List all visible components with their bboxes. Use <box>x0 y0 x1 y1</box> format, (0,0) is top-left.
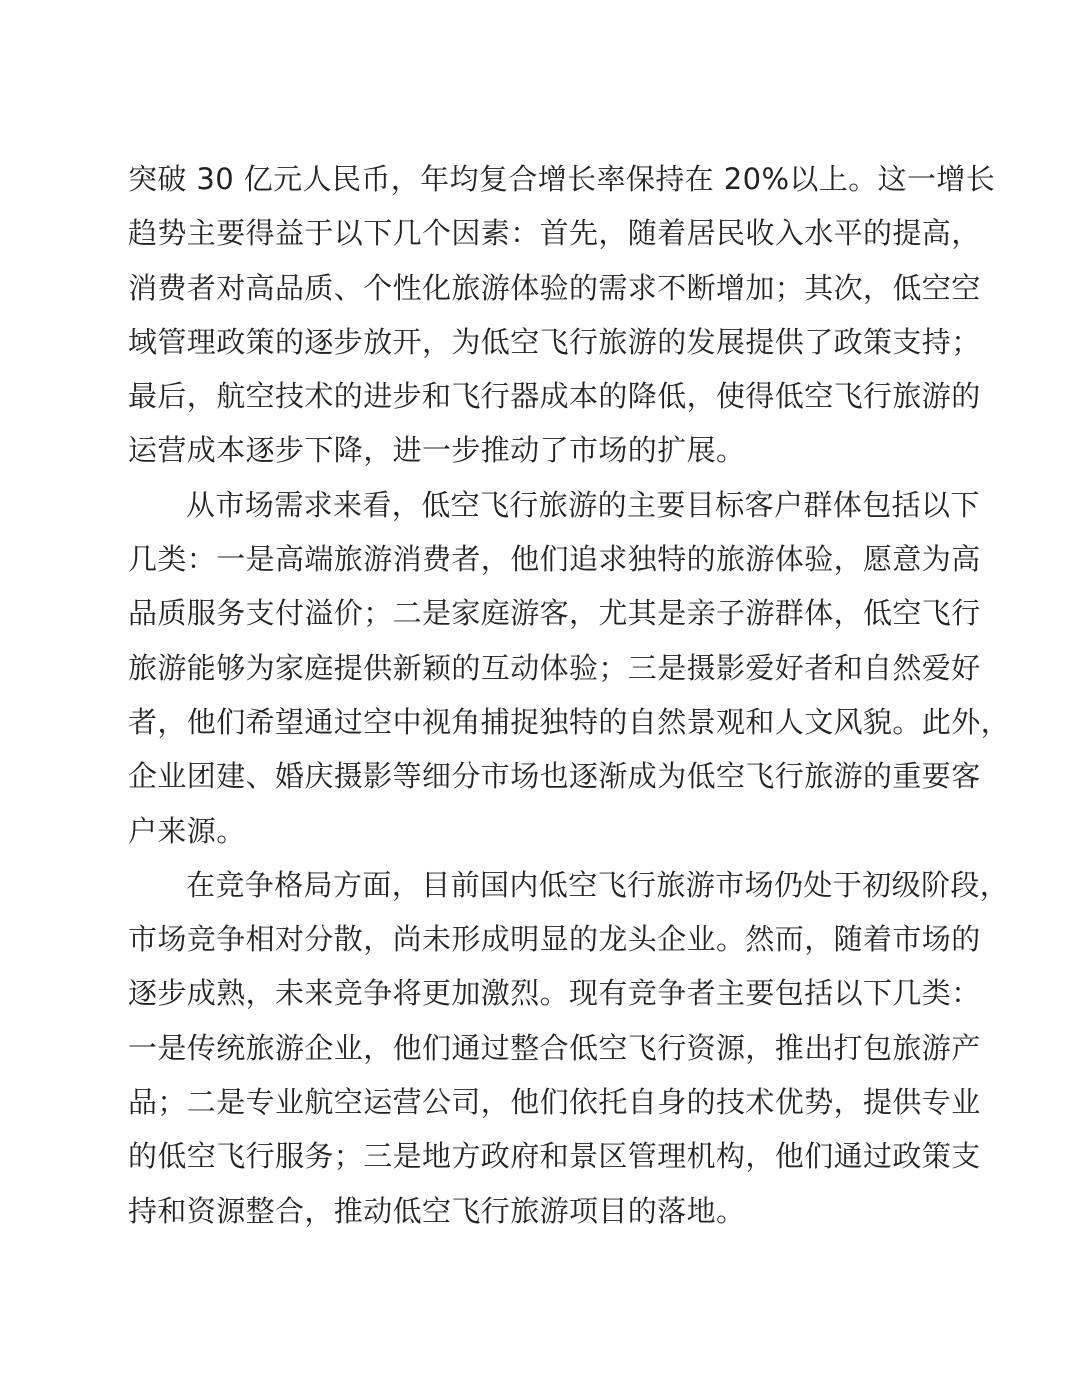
text-line: 持和资源整合，推动低空飞行旅游项目的落地。 <box>128 1193 746 1228</box>
text-line: 市场竞争相对分散，尚未形成明显的龙头企业。然而，随着市场的 <box>128 922 981 957</box>
text-line: 几类：一是高端旅游消费者，他们追求独特的旅游体验，愿意为高 <box>128 542 981 577</box>
text-line: 最后，航空技术的进步和飞行器成本的降低，使得低空飞行旅游的 <box>128 379 981 414</box>
text-line: 突破 30 亿元人民币，年均复合增长率保持在 20%以上。这一增长 <box>128 162 996 196</box>
text-line: 运营成本逐步下降，进一步推动了市场的扩展。 <box>128 433 746 468</box>
text-line: 企业团建、婚庆摄影等细分市场也逐渐成为低空飞行旅游的重要客 <box>128 759 981 794</box>
text-line: 逐步成熟，未来竞争将更加激烈。现有竞争者主要包括以下几类： <box>128 976 981 1011</box>
text-line-indented: 在竞争格局方面，目前国内低空飞行旅游市场仍处于初级阶段， <box>186 867 1010 902</box>
text-line: 一是传统旅游企业，他们通过整合低空飞行资源，推出打包旅游产 <box>128 1030 981 1065</box>
text-line: 品质服务支付溢价；二是家庭游客，尤其是亲子游群体，低空飞行 <box>128 596 981 631</box>
text-line: 域管理政策的逐步放开，为低空飞行旅游的发展提供了政策支持； <box>128 324 981 359</box>
text-line: 品；二是专业航空运营公司，他们依托自身的技术优势，提供专业 <box>128 1085 981 1120</box>
text-line: 者，他们希望通过空中视角捕捉独特的自然景观和人文风貌。此外， <box>128 704 1011 739</box>
text-line: 的低空飞行服务；三是地方政府和景区管理机构，他们通过政策支 <box>128 1139 981 1174</box>
text-line: 户来源。 <box>128 813 246 848</box>
text-line: 旅游能够为家庭提供新颖的互动体验；三是摄影爱好者和自然爱好 <box>128 650 981 685</box>
document-body <box>128 152 1011 1238</box>
text-line: 趋势主要得益于以下几个因素：首先，随着居民收入水平的提高， <box>128 216 981 251</box>
paragraph-market-demand <box>128 478 1011 858</box>
text-line: 消费者对高品质、个性化旅游体验的需求不断增加；其次，低空空 <box>128 270 981 305</box>
text-line-indented: 从市场需求来看，低空飞行旅游的主要目标客户群体包括以下 <box>186 487 980 522</box>
paragraph-competition <box>128 858 1010 1238</box>
paragraph-market-growth <box>128 152 996 478</box>
